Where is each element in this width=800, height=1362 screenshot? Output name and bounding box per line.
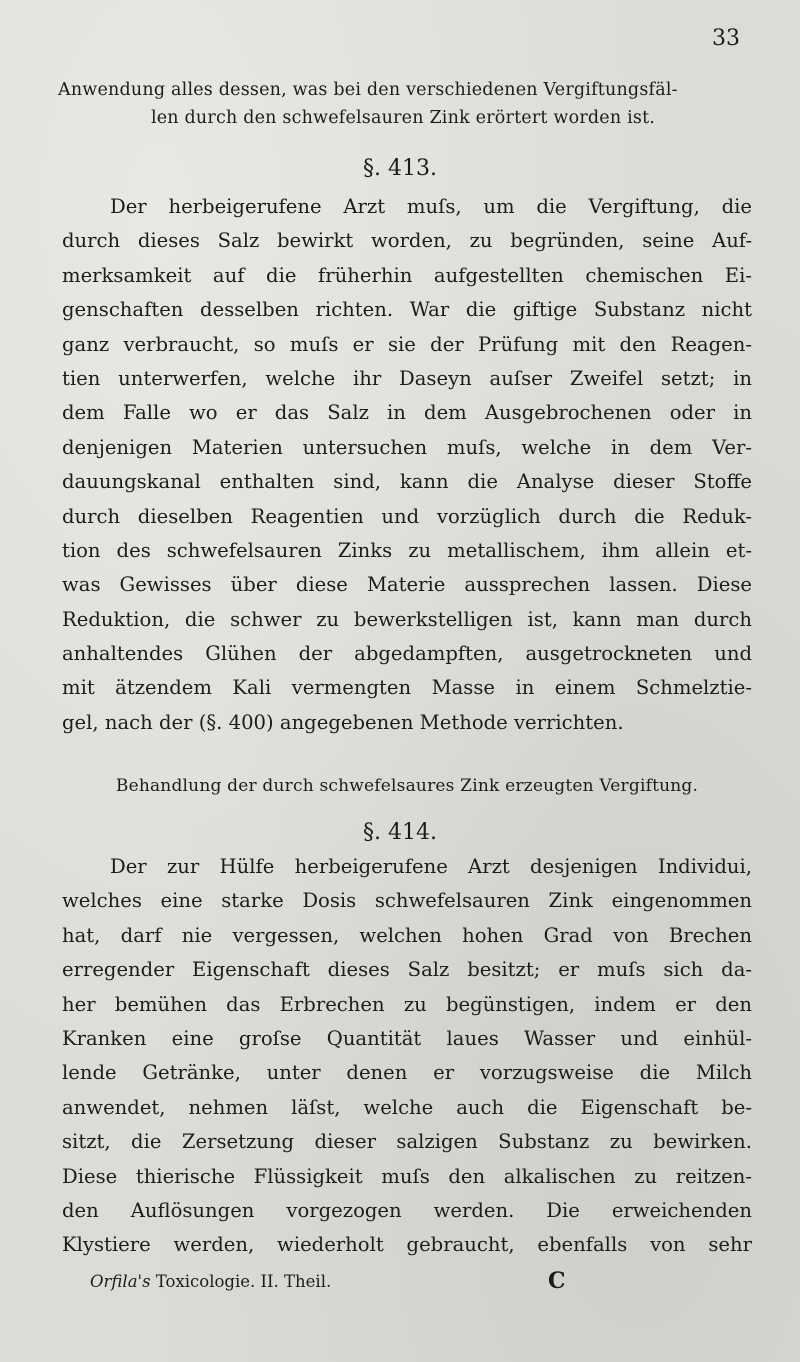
text-line: her bemühen das Erbrechen zu begünstigen, indem er den [62,992,752,1016]
text-line: merksamkeit auf die früherhin aufgestellten chemischen Ei- [62,263,752,287]
treatment-subheading: Behandlung der durch schwefelsaures Zink erzeugten Vergiftung. [115,776,699,796]
text-line: hat, darf nie vergessen, welchen hohen Grad von Brechen [62,923,752,947]
text-line: sitzt, die Zersetzung dieser salzigen Substanz zu bewirken. [62,1130,752,1154]
page-number: 33 [712,26,740,51]
text-line: anwendet, nehmen läſst, welche auch die Eigenschaft be- [62,1095,752,1119]
text-line: erregender Eigenschaft dieses Salz besitzt; er muſs sich da- [62,958,752,982]
text-line: tion des schwefelsauren Zinks zu metallischem, ihm allein et- [62,538,752,562]
text-line: Klystiere werden, wiederholt gebraucht, ebenfalls von sehr [62,1233,752,1257]
text-line: durch dieselben Reagentien und vorzüglich durch die Reduk- [62,504,752,528]
section-heading-414: §. 414. [363,820,437,845]
section-413-text [62,190,752,740]
running-head-line: Anwendung alles dessen, was bei den verschiedenen Vergiftungsfäl- [58,80,678,100]
text-line: was Gewisses über diese Materie aussprechen lassen. Diese [62,573,752,597]
text-line: Der zur Hülfe herbeigerufene Arzt desjenigen Individui, [110,855,752,878]
text-line: Diese thierische Flüssigkeit muſs den alkalischen zu reitzen- [62,1164,752,1188]
text-line: Reduktion, die schwer zu bewerkstelligen ist, kann man durch [62,607,752,631]
text-line: gel, nach der (§. 400) angegebenen Methode verrichten. [62,710,624,734]
text-line: tien unterwerfen, welche ihr Daseyn auſser Zweifel setzt; in [62,366,752,390]
running-head [58,76,748,132]
section-414-text [62,850,752,1263]
running-head-line: len durch den schwefelsauren Zink erörtert worden ist. [150,108,656,128]
text-line: Kranken eine groſse Quantität laues Wasser und einhül- [62,1026,752,1050]
text-line: den Auflösungen vorgezogen werden. Die erweichenden [62,1198,752,1222]
signature-mark: C [548,1268,566,1294]
text-line: anhaltendes Glühen der abgedampften, ausgetrockneten und [62,642,752,666]
text-line: genschaften desselben richten. War die giftige Substanz nicht [62,298,752,322]
section-heading-413: §. 413. [363,156,437,181]
text-line: lende Getränke, unter denen er vorzugsweise die Milch [62,1061,752,1085]
text-line: dauungskanal enthalten sind, kann die Analyse dieser Stoffe [62,470,752,494]
footer-title: Toxicologie. II. Theil. [150,1272,332,1291]
text-line: durch dieses Salz bewirkt worden, zu begründen, seine Auf- [62,229,752,253]
footer-author: Orfila's [90,1272,151,1291]
text-line: Der herbeigerufene Arzt muſs, um die Vergiftung, die [110,195,752,218]
text-line: ganz verbraucht, so muſs er sie der Prüfung mit den Reagen- [62,332,752,356]
footer-signature-line [90,1272,690,1291]
text-line: denjenigen Materien untersuchen muſs, welche in dem Ver- [62,435,752,459]
text-line: dem Falle wo er das Salz in dem Ausgebrochenen oder in [62,401,752,425]
text-line: welches eine starke Dosis schwefelsauren Zink eingenommen [62,889,752,913]
text-line: mit ätzendem Kali vermengten Masse in einem Schmelztie- [62,676,752,700]
